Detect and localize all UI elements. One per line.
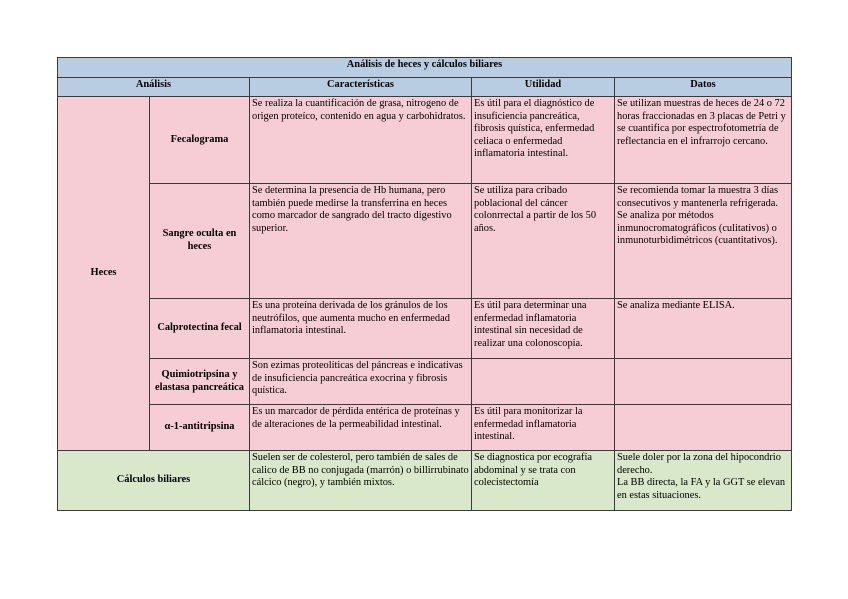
row-data	[615, 359, 792, 405]
row-data: Se analiza mediante ELISA.	[615, 299, 792, 359]
row-name: Calprotectina fecal	[150, 299, 250, 359]
row-characteristics: Suelen ser de colesterol, pero también de sales de calico de BB no conjugada (marrón) o billirrubinato cálcico (negro), y también mixtos.	[250, 451, 472, 511]
row-name: Fecalograma	[150, 97, 250, 184]
header-utility: Utilidad	[472, 78, 615, 97]
header-row	[58, 78, 792, 97]
row-name: Quimiotripsina y elastasa pancreática	[150, 359, 250, 405]
group-calculos: Cálculos biliares	[58, 451, 250, 511]
row-name: α-1-antitripsina	[150, 405, 250, 451]
row-utility: Es útil para determinar una enfermedad inflamatoria intestinal sin necesidad de realizar una colonoscopia.	[472, 299, 615, 359]
row-utility: Se utiliza para cribado poblacional del cáncer colonrrectal a partir de los 50 años.	[472, 184, 615, 299]
row-characteristics: Son ezimas proteolíticas del páncreas e indicativas de insuficiencia pancreática exocrina y fibrosis quística.	[250, 359, 472, 405]
group-heces: Heces	[58, 97, 150, 451]
title-row	[58, 58, 792, 78]
table-row	[58, 405, 792, 451]
table-row	[58, 184, 792, 299]
row-characteristics: Se realiza la cuantificación de grasa, nitrogeno de origen proteíco, contenido en agua y carbohidratos.	[250, 97, 472, 184]
header-analysis: Análisis	[58, 78, 250, 97]
row-utility: Es útil para monitorizar la enfermedad inflamatoria intestinal.	[472, 405, 615, 451]
analysis-table	[57, 57, 792, 511]
row-characteristics: Es una proteína derivada de los gránulos de los neutrófilos, que aumenta mucho en enfermedad inflamatoria intestinal.	[250, 299, 472, 359]
header-data: Datos	[615, 78, 792, 97]
table-row	[58, 359, 792, 405]
row-data: Se recomienda tomar la muestra 3 días consecutivos y mantenerla refrigerada. Se analiza por métodos inmunocromatográficos (culitativos) o inmunoturbidimétricos (cuantitativos).	[615, 184, 792, 299]
header-characteristics: Características	[250, 78, 472, 97]
row-utility: Es útil para el diagnóstico de insuficiencia pancreática, fibrosis quística, enfermedad celiaca o enfermedad inflamatoria intestinal.	[472, 97, 615, 184]
row-name: Sangre oculta en heces	[150, 184, 250, 299]
row-utility: Se diagnostica por ecografía abdominal y se trata con colecistectomía	[472, 451, 615, 511]
table-title: Análisis de heces y cálculos biliares	[58, 58, 792, 78]
row-data: Se utilizan muestras de heces de 24 o 72 horas fraccionadas en 3 placas de Petri y se cuantifica por espectrofotometría de reflectancia en el infrarrojo cercano.	[615, 97, 792, 184]
table-row	[58, 97, 792, 184]
row-characteristics: Es un marcador de pérdida entérica de proteínas y de alteraciones de la permeabilidad intestinal.	[250, 405, 472, 451]
row-data: Suele doler por la zona del hipocondrio derecho. La BB directa, la FA y la GGT se elevan en estas situaciones.	[615, 451, 792, 511]
table-row	[58, 451, 792, 511]
row-utility	[472, 359, 615, 405]
row-characteristics: Se determina la presencia de Hb humana, pero también puede medirse la transferrina en heces como marcador de sangrado del tracto digestivo superior.	[250, 184, 472, 299]
row-data	[615, 405, 792, 451]
table-row	[58, 299, 792, 359]
